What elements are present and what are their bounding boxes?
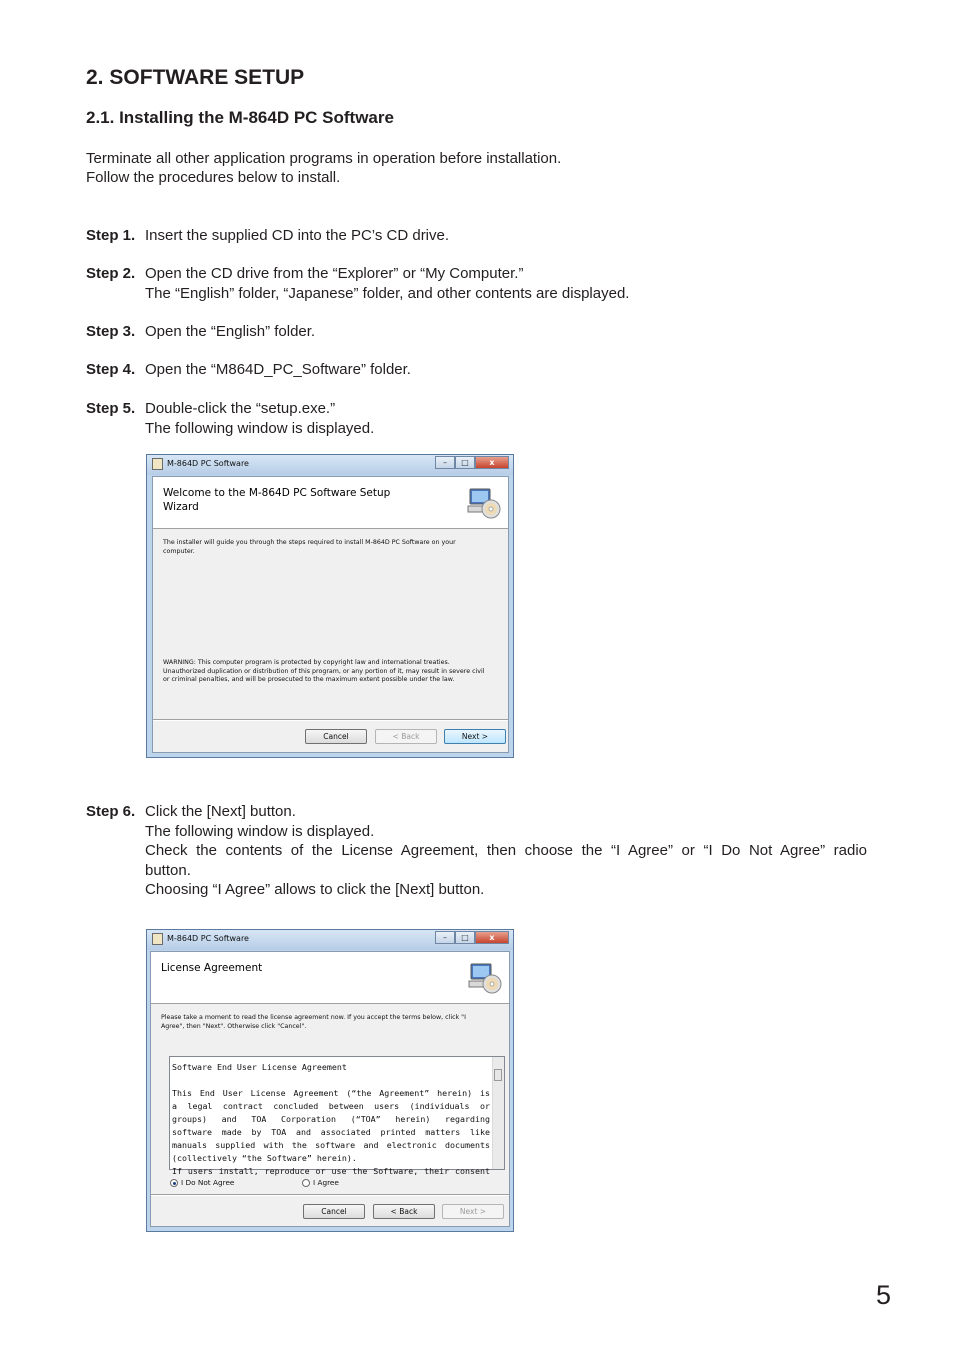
computer-cd-icon	[469, 962, 503, 994]
radio-agree-label[interactable]: I Agree	[313, 1178, 339, 1187]
next-button[interactable]: Next >	[444, 729, 506, 744]
back-button[interactable]: < Back	[375, 729, 437, 744]
banner-title-line-2: Wizard	[163, 501, 199, 513]
welcome-dialog-window	[146, 454, 514, 758]
intro-text	[163, 539, 508, 556]
installer-app-icon	[152, 458, 163, 470]
button-separator	[151, 1194, 509, 1196]
step-text: Choosing “I Agree” allows to click the [Next] button.	[145, 881, 485, 898]
license-text-box[interactable]	[169, 1056, 505, 1176]
license-line: software made by TOA and associated printed matters like	[172, 1127, 490, 1137]
license-line: If users install, reproduce or use the Software, their consent	[172, 1166, 490, 1176]
maximize-button[interactable]: □	[455, 456, 475, 469]
warning-text	[163, 659, 508, 685]
step-text: Check the contents of the License Agreement, then choose the “I Agree” or “I Do Not Agree” radio	[145, 842, 867, 859]
license-line: (collectively “the Software” herein).	[172, 1153, 357, 1163]
step-label: Step 4.	[86, 361, 136, 378]
section-heading: 2. SOFTWARE SETUP	[86, 66, 305, 89]
banner-title: License Agreement	[161, 962, 263, 974]
license-line	[172, 1074, 490, 1087]
maximize-button[interactable]: □	[455, 931, 475, 944]
back-button[interactable]: < Back	[373, 1204, 435, 1219]
intro-line-2: Follow the procedures below to install.	[86, 169, 341, 186]
license-line: This End User License Agreement (“the Agreement” herein) is	[172, 1088, 490, 1098]
license-line: manuals supplied with the software and electronic documents	[172, 1140, 490, 1150]
step-text: button.	[145, 861, 191, 879]
step-text: Open the “M864D_PC_Software” folder.	[145, 361, 411, 378]
banner-title	[163, 486, 390, 514]
step-label: Step 1.	[86, 227, 136, 244]
window-title: M-864D PC Software	[167, 934, 249, 943]
window-title: M-864D PC Software	[167, 459, 249, 468]
license-scrollbar[interactable]	[492, 1057, 504, 1169]
dialog-client-area	[150, 951, 510, 1227]
button-separator	[153, 719, 508, 721]
step-text: Open the “English” folder.	[145, 323, 316, 340]
license-line: groups) and TOA Corporation (“TOA” herein) regarding	[172, 1114, 490, 1124]
title-bar[interactable]	[147, 930, 513, 950]
close-button[interactable]: x	[475, 931, 509, 944]
close-button[interactable]: x	[475, 456, 509, 469]
title-bar[interactable]	[147, 455, 513, 475]
license-dialog-window	[146, 929, 514, 1232]
license-intro-text	[161, 1014, 506, 1031]
next-button[interactable]: Next >	[442, 1204, 504, 1219]
license-text	[172, 1061, 490, 1178]
step-text: The following window is displayed.	[145, 419, 375, 437]
subsection-heading: 2.1. Installing the M-864D PC Software	[86, 108, 394, 127]
scrollbar-thumb[interactable]	[494, 1069, 502, 1081]
radio-do-not-agree[interactable]	[170, 1179, 178, 1187]
step-text: Insert the supplied CD into the PC’s CD drive.	[145, 227, 450, 244]
warning-line-1: WARNING: This computer program is protected by copyright law and international treaties.	[163, 659, 450, 666]
computer-cd-icon	[468, 487, 502, 519]
step-text: The following window is displayed.	[145, 822, 375, 840]
minimize-button[interactable]: –	[435, 931, 455, 944]
intro-line-1: Terminate all other application programs in operation before installation.	[86, 150, 562, 167]
step-text: The “English” folder, “Japanese” folder, and other contents are displayed.	[145, 284, 630, 302]
step-label: Step 5.	[86, 400, 136, 417]
license-line: Software End User License Agreement	[172, 1062, 347, 1072]
license-intro-line-2: Agree", then "Next". Otherwise click "Cancel".	[161, 1022, 307, 1030]
dialog-banner	[151, 952, 509, 1004]
installer-app-icon	[152, 933, 163, 945]
intro-text-line-2: computer.	[163, 547, 195, 555]
banner-title-line-1: Welcome to the M-864D PC Software Setup	[163, 487, 391, 499]
minimize-button[interactable]: –	[435, 456, 455, 469]
license-line: a legal contract concluded between users (individuals or	[172, 1101, 490, 1111]
warning-line-3: or criminal penalties, and will be prosecuted to the maximum extent possible under the law.	[163, 676, 455, 683]
license-intro-line-1: Please take a moment to read the license agreement now. If you accept the terms below, click "I	[161, 1014, 466, 1021]
step-label: Step 2.	[86, 265, 136, 282]
step-label: Step 6.	[86, 803, 136, 820]
dialog-banner	[153, 477, 508, 529]
cancel-button[interactable]: Cancel	[305, 729, 367, 744]
cancel-button[interactable]: Cancel	[303, 1204, 365, 1219]
step-label: Step 3.	[86, 323, 136, 340]
dialog-client-area	[152, 476, 509, 753]
intro-text-line-1: The installer will guide you through the steps required to install M-864D PC Software on your	[163, 539, 456, 546]
step-text: Click the [Next] button.	[145, 803, 296, 820]
step-text: Open the CD drive from the “Explorer” or “My Computer.”	[145, 265, 524, 282]
warning-line-2: Unauthorized duplication or distribution of this program, or any portion of it, may result in severe civil	[163, 667, 485, 675]
radio-agree[interactable]	[302, 1179, 310, 1187]
radio-do-not-agree-label[interactable]: I Do Not Agree	[181, 1178, 235, 1187]
step-text: Double-click the “setup.exe.”	[145, 400, 336, 417]
page-number: 5	[876, 1280, 892, 1310]
